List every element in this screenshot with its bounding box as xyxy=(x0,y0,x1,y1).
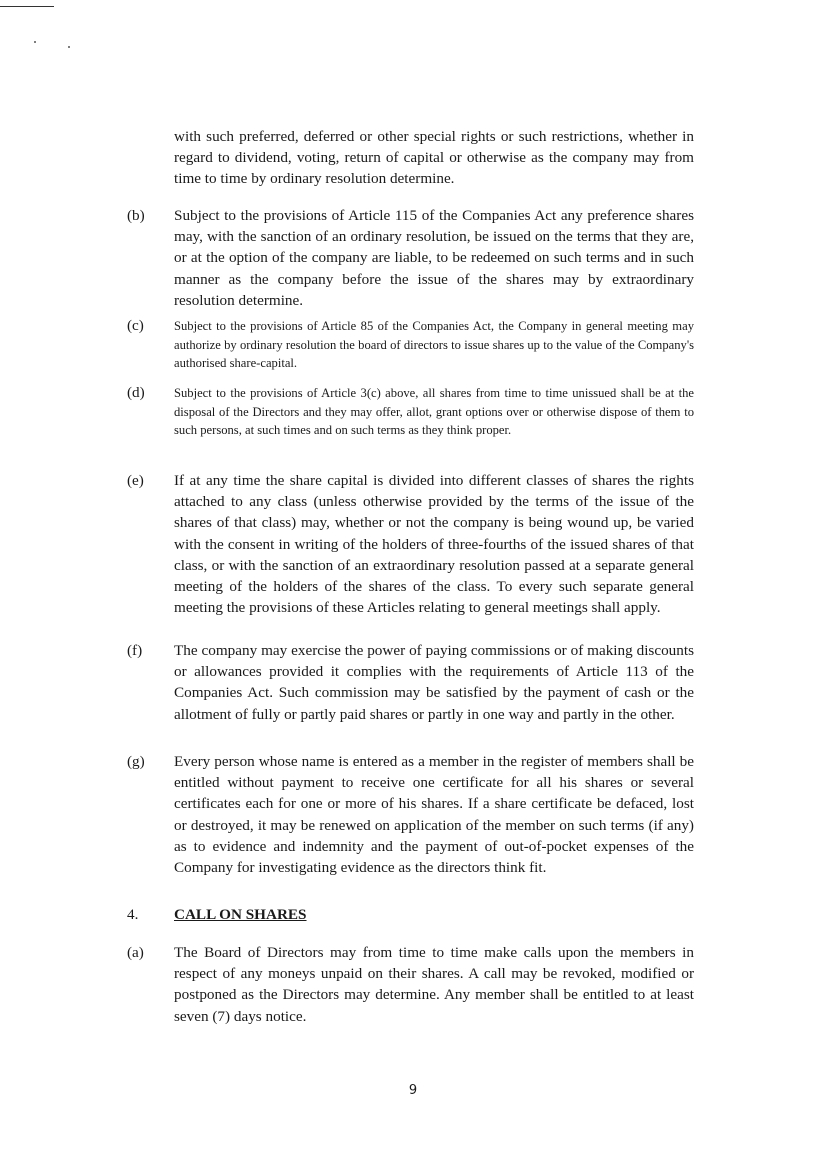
section4-clause-text-a: The Board of Directors may from time to time make calls upon the members in respect of any moneys unpaid on their shares. A call may be revoked, modified or postponed as the Directors may determine. Any member shall be entitled to at least seven (7) days notice. xyxy=(174,944,694,1025)
clause-text-g: Every person whose name is entered as a member in the register of members shall be entitled without payment to receive one certificate for all his shares or several certificates each for one or more of his shares. If a share certificate be defaced, lost or destroyed, it may be renewed on application of the member on such terms (if any) as to evidence and indemnity and the payment of out-of-pocket expenses of the Company for investigating evidence as the directors think fit. xyxy=(174,753,694,877)
clause-text-e: If at any time the share capital is divided into different classes of shares the rights attached to any class (unless otherwise provided by the terms of the issue of the shares of that class) may, whether or not the company is being wound up, be varied with the consent in writing of the holders of three-fourths of the issued shares of that class, or with the sanction of an extraordinary resolution passed at a separate general meeting of the holders of the shares of the class. To every such separate general meeting the provisions of these Articles relating to general meetings shall apply. xyxy=(174,472,694,617)
clause-text-b: Subject to the provisions of Article 115 of the Companies Act any preference shares may, with the sanction of an ordinary resolution, be issued on the terms that they are, or at the option of the company are liable, to be redeemed on such terms and in such manner as the company before the issue of the shares may by extraordinary resolution determine. xyxy=(174,207,694,309)
section-number: 4. xyxy=(127,906,139,923)
scan-speck xyxy=(68,46,70,48)
clause-text-c: Subject to the provisions of Article 85 of the Companies Act, the Company in general meeting may authorize by ordinary resolution the board of directors to issue shares up to the value of the Company's authorised share-capital. xyxy=(174,319,694,371)
clause-label-g: (g) xyxy=(127,753,145,770)
clause-text-d: Subject to the provisions of Article 3(c) above, all shares from time to time unissued shall be at the disposal of the Directors and they may offer, allot, grant options over or otherwise dispose of them to such persons, at such times and on such terms as they think proper. xyxy=(174,386,694,438)
clause-label-c: (c) xyxy=(127,317,144,334)
clause-label-b: (b) xyxy=(127,207,145,224)
clause-label-e: (e) xyxy=(127,472,144,489)
clause-label-d: (d) xyxy=(127,384,145,401)
section-heading: CALL ON SHARES xyxy=(174,906,307,923)
clause-text-f: The company may exercise the power of paying commissions or of making discounts or allowances provided it complies with the requirements of Article 113 of the Companies Act. Such commission may be satisfied by the payment of cash or the allotment of fully or partly paid shares or partly in one way and partly in the other. xyxy=(174,642,694,723)
continuation-paragraph: with such preferred, deferred or other special rights or such restrictions, whether in regard to dividend, voting, return of capital or otherwise as the company may from time to time by ordinary resolution determine. xyxy=(174,128,694,188)
clause-label-f: (f) xyxy=(127,642,143,659)
scan-corner-rule xyxy=(0,6,54,7)
page-number: 9 xyxy=(408,1083,418,1098)
scan-speck xyxy=(34,41,36,43)
section4-clause-label-a: (a) xyxy=(127,944,144,961)
